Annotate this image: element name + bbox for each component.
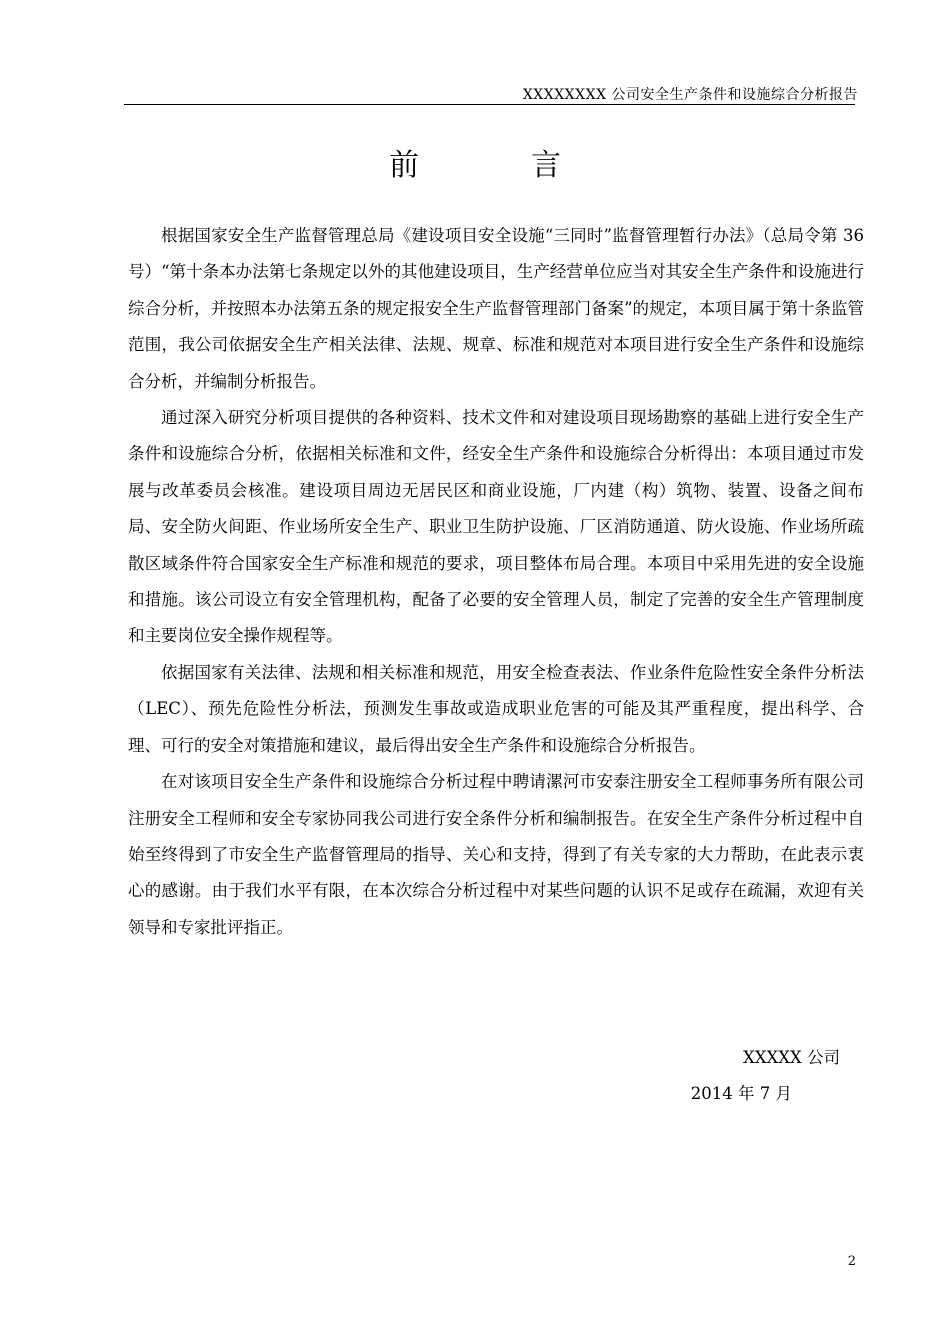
paragraph-3: 依据国家有关法律、法规和相关标准和规范，用安全检查表法、作业条件危险性安全条件分析法（LEC）、预先危险性分析法，预测发生事故或造成职业危害的可能及其严重程度，提出科学、合理、可行的安全对策措施和建议，最后得出安全生产条件和设施综合分析报告。 xyxy=(128,662,864,755)
header-rule xyxy=(124,104,855,105)
preface-body xyxy=(128,218,864,946)
paragraph-4: 在对该项目安全生产条件和设施综合分析过程中聘请漯河市安泰注册安全工程师事务所有限公司注册安全工程师和安全专家协同我公司进行安全条件分析和编制报告。在安全生产条件分析过程中自始至终得到了市安全生产监督管理局的指导、关心和支持，得到了有关专家的大力帮助，在此表示衷心的感谢。由于我们水平有限，在本次综合分析过程中对某些问题的认识不足或存在疏漏，欢迎有关领导和专家批评指正。 xyxy=(128,772,864,937)
signature-date: 2014 年 7 月 xyxy=(690,1084,792,1103)
page-title: 前言 xyxy=(389,148,673,183)
page-number: 2 xyxy=(847,1254,856,1269)
signature-company: XXXXX 公司 xyxy=(743,1048,840,1067)
paragraph-2: 通过深入研究分析项目提供的各种资料、技术文件和对建设项目现场勘察的基础上进行安全生产条件和设施综合分析，依据相关标准和文件，经安全生产条件和设施综合分析得出：本项目通过市发展与改革委员会核准。建设项目周边无居民区和商业设施，厂内建（构）筑物、装置、设备之间布局、安全防火间距、作业场所安全生产、职业卫生防护设施、厂区消防通道、防火设施、作业场所疏散区域条件符合国家安全生产标准和规范的要求，项目整体布局合理。本项目中采用先进的安全设施和措施。该公司设立有安全管理机构，配备了必要的安全管理人员，制定了完善的安全生产管理制度和主要岗位安全操作规程等。 xyxy=(128,408,864,646)
running-header: XXXXXXXX 公司安全生产条件和设施综合分析报告 xyxy=(522,87,858,103)
paragraph-1: 根据国家安全生产监督管理总局《建设项目安全设施“三同时”监督管理暂行办法》（总局令第 36 号）“第十条本办法第七条规定以外的其他建设项目，生产经营单位应当对其安全生产条件和设施进行综合分析，并按照本办法第五条的规定报安全生产监督管理部门备案”的规定，本项目属于第十条监管范围，我公司依据安全生产相关法律、法规、规章、标准和规范对本项目进行安全生产条件和设施综合分析，并编制分析报告。 xyxy=(128,226,864,391)
